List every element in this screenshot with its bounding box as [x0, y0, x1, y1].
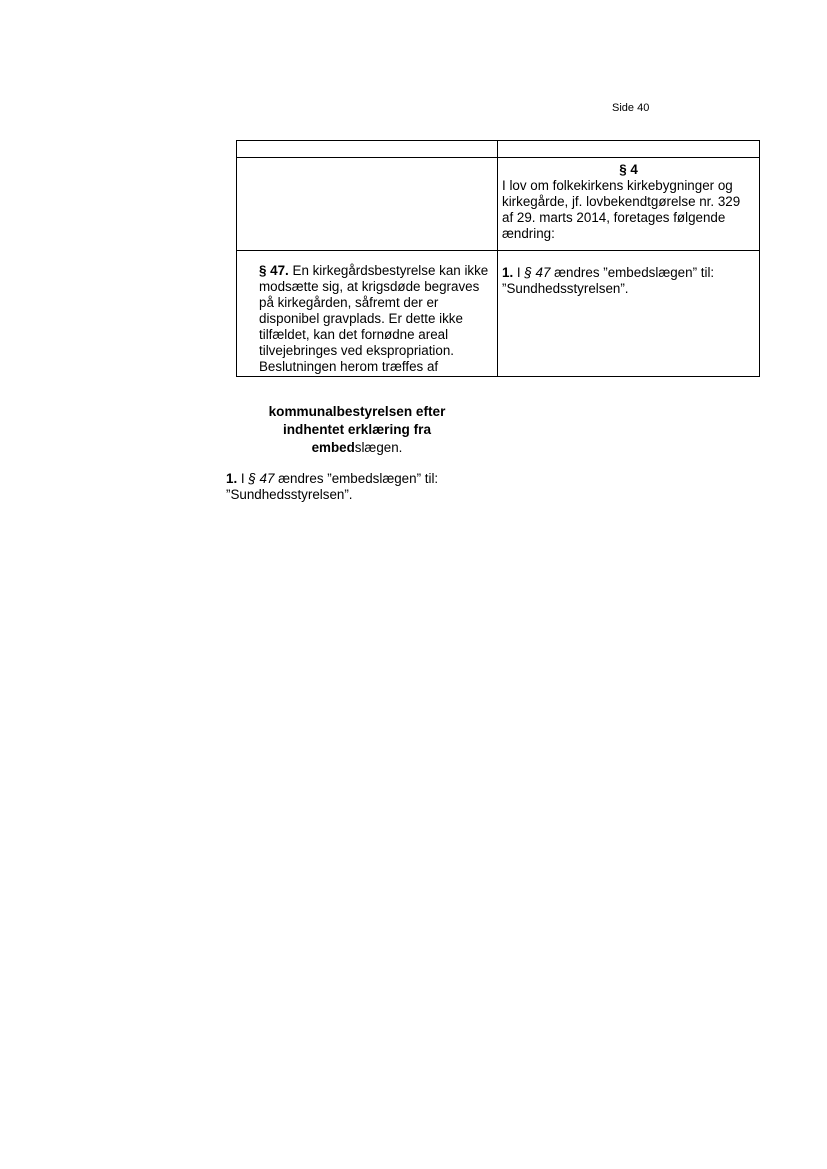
section-intro: I lov om folkekirkens kirkebygninger og kirkegårde, jf. lovbekendtgørelse nr. 329 af 29. marts 2014, foretages følgende ændring: [502, 178, 741, 241]
overflow-mixed-bold: embed [311, 440, 355, 455]
section-heading: § 4 [619, 162, 638, 177]
header-cell-bill [498, 141, 760, 158]
overflow-amendment-number: 1. [226, 471, 238, 486]
table-section-row [237, 158, 760, 251]
current-law-cell [237, 251, 498, 377]
amendment-text [502, 265, 755, 297]
amendment-post: ændres ”embedslægen” til: ”Sundhedsstyrelsen”. [502, 265, 715, 296]
page-number: Side 40 [612, 102, 650, 114]
table-body-row [237, 251, 760, 377]
current-law-body: En kirkegårdsbestyrelse kan ikke modsætte sig, at krigsdøde begraves på kirkegården, såfremt der er disponibel gravplads. Er dette ikke tilfældet, kan det fornødne areal tilvejebringes ved ekspropriation. Beslutningen herom træffes af [259, 263, 489, 374]
section-cell-empty [237, 158, 498, 251]
overflow-amendment [226, 471, 488, 503]
overflow-bold-line-2: indhentet erklæring fra [282, 422, 432, 437]
overflow-amendment-ref: § 47 [248, 471, 275, 486]
law-comparison-table [236, 140, 760, 377]
amendment-pre: I [513, 265, 525, 280]
header-cell-current-law [237, 141, 498, 158]
overflow-amendment-pre: I [237, 471, 249, 486]
overflow-bold-line-1: kommunalbestyrelsen efter [268, 404, 446, 419]
amendment-ref: § 47 [524, 265, 551, 280]
overflow-mixed-rest: slægen. [354, 440, 403, 455]
amendment-number: 1. [502, 265, 514, 280]
overflow-mixed-line [226, 439, 488, 457]
section-cell [498, 158, 760, 251]
overflow-text-block [226, 403, 488, 503]
table-header-row [237, 141, 760, 158]
amendment-cell [498, 251, 760, 377]
overflow-amendment-post: ændres ”embedslægen” til: ”Sundhedsstyrelsen”. [226, 471, 439, 502]
paragraph-label: § 47. [259, 263, 289, 278]
current-law-text [241, 263, 493, 375]
